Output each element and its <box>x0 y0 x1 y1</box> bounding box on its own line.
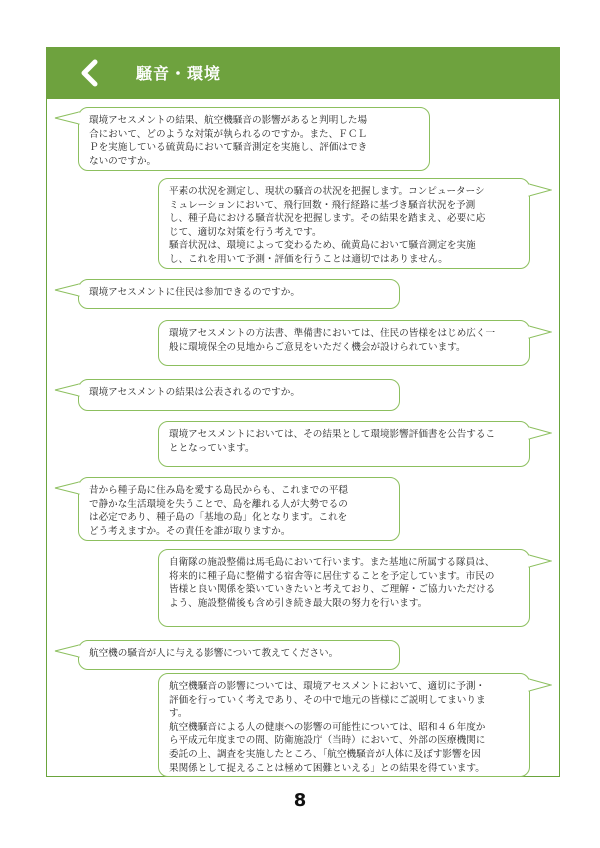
question-tail-5 <box>54 644 80 658</box>
question-bubble-5: 航空機の騒音が人に与える影響について教えてください。 <box>78 640 400 670</box>
question-tail-4 <box>54 481 80 495</box>
chevron-left-icon[interactable] <box>76 59 104 87</box>
answer-bubble-3: 環境アセスメントにおいては、その結果として環境影響評価書を公告するこ ととなっています。 <box>158 421 530 467</box>
question-bubble-4: 昔から種子島に住み島を愛する島民からも、これまでの平穏 で静かな生活環境を失うことで、島を離れる人が大勢でるの は必定であり、種子島の「基地の島」化となります。これを どう考えますか。その責任を誰が取りますか。 <box>78 477 400 541</box>
page-title: 騒音・環境 <box>136 64 222 83</box>
question-tail-2 <box>54 283 80 297</box>
answer-tail-2 <box>528 325 552 339</box>
answer-bubble-5: 航空機騒音の影響については、環境アセスメントにおいて、適切に予測・ 評価を行っていく考えであり、その中で地元の皆様にご説明してまいりま す。 航空機騒音による人の健康への影響の可能性については、昭和４６年度か ら平成元年度までの間、防衛施設庁（当時）において、外部の医療機関に 委託の上、調査を実施したところ、「航空機騒音が人体に及ぼす影響を因 果関係として捉えることは極めて困難といえる」との結果を得ています。 <box>158 673 530 777</box>
page-header <box>46 47 560 99</box>
question-bubble-3: 環境アセスメントの結果は公表されるのですか。 <box>78 379 400 411</box>
page-number: 8 <box>293 790 307 811</box>
answer-bubble-1: 平素の状況を測定し、現状の騒音の状況を把握します。コンピューターシ ミュレーションにおいて、飛行回数・飛行経路に基づき騒音状況を予測 し、種子島における騒音状況を把握します。その結果を踏まえ、必要に応 じて、適切な対策を行う考えです。 騒音状況は、環境によって変わるため、硫黄島において騒音測定を実施 し、これを用いて予測・評価を行うことは適切ではありません。 <box>158 178 530 269</box>
answer-tail-5 <box>528 678 552 692</box>
answer-tail-4 <box>528 554 552 568</box>
answer-bubble-4: 自衛隊の施設整備は馬毛島において行います。また基地に所属する隊員は、 将来的に種子島に整備する宿舎等に居住することを予定しています。市民の 皆様と良い関係を築いていきたいと考えており、ご理解・ご協力いただける よう、施設整備後も含め引き続き最大限の努力を行います。 <box>158 549 530 627</box>
answer-tail-3 <box>528 426 552 440</box>
answer-bubble-2: 環境アセスメントの方法書、準備書においては、住民の皆様をはじめ広く一 般に環境保全の見地からご意見をいただく機会が設けられています。 <box>158 320 530 366</box>
question-bubble-2: 環境アセスメントに住民は参加できるのですか。 <box>78 279 400 309</box>
question-tail-1 <box>54 111 80 125</box>
question-tail-3 <box>54 383 80 397</box>
question-bubble-1: 環境アセスメントの結果、航空機騒音の影響があると判明した場 合において、どのような対策が執られるのですか。また、ＦＣＬ Ｐを実施している硫黄島において騒音測定を実施し、評価はでき ないのですか。 <box>78 107 430 171</box>
answer-tail-1 <box>528 183 552 197</box>
